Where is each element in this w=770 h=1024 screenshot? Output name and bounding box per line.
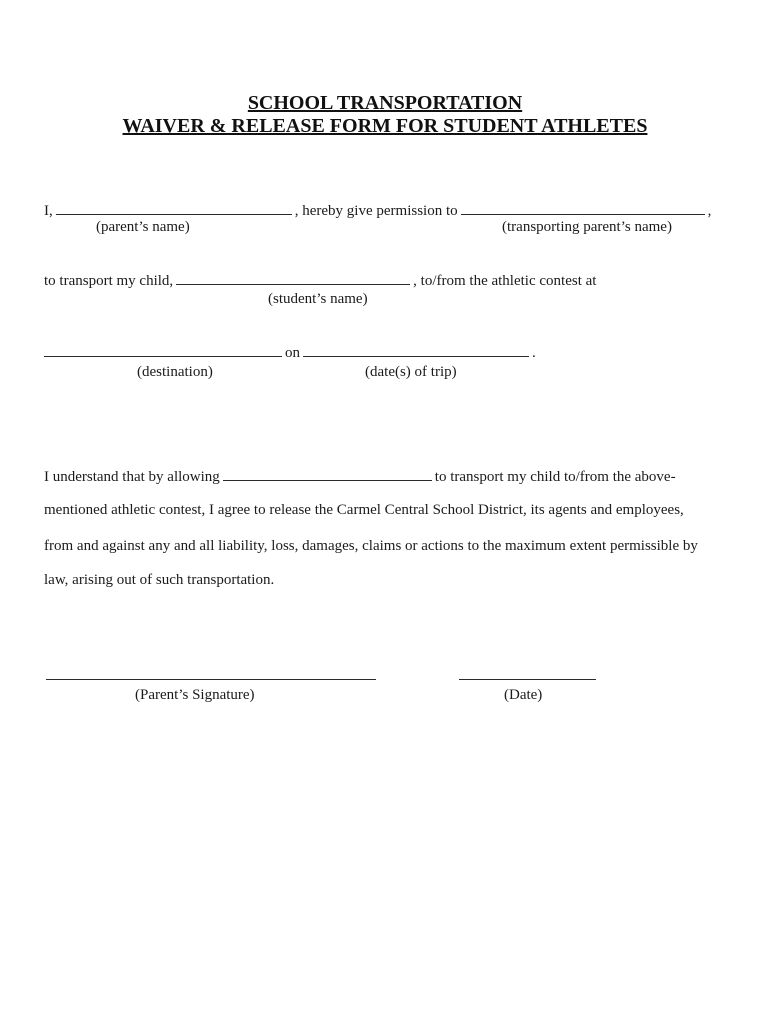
- release-line-1-pre: I understand that by allowing: [44, 468, 220, 485]
- trip-dates-blank[interactable]: [303, 343, 529, 357]
- student-name-label: (student’s name): [268, 291, 368, 307]
- date-blank[interactable]: [459, 666, 596, 680]
- transporting-parent-name-label: (transporting parent’s name): [502, 219, 672, 235]
- student-name-blank[interactable]: [176, 271, 410, 285]
- release-line-1: [44, 467, 676, 486]
- child-line: [44, 271, 596, 290]
- parent-name-label: (parent’s name): [96, 219, 190, 235]
- destination-blank[interactable]: [44, 343, 282, 357]
- child-pre-text: to transport my child,: [44, 272, 174, 289]
- intro-mid-text: , hereby give permission to: [294, 202, 458, 219]
- release-line-2: mentioned athletic contest, I agree to release the Carmel Central School District, its agents and employees,: [44, 502, 684, 518]
- intro-end-text: ,: [707, 202, 712, 219]
- release-line-1-post: to transport my child to/from the above-: [434, 468, 676, 485]
- destination-label: (destination): [137, 364, 213, 380]
- trip-dates-label: (date(s) of trip): [365, 364, 457, 380]
- intro-pre-text: I,: [44, 202, 53, 219]
- child-post-text: , to/from the athletic contest at: [413, 272, 597, 289]
- release-line-4: law, arising out of such transportation.: [44, 572, 275, 588]
- intro-line: [44, 201, 711, 220]
- transporting-parent-name-blank[interactable]: [461, 201, 705, 215]
- date-label: (Date): [504, 687, 543, 703]
- transporting-person-blank[interactable]: [223, 467, 432, 481]
- title-line-1: SCHOOL TRANSPORTATION: [247, 92, 523, 114]
- parent-name-blank[interactable]: [56, 201, 292, 215]
- date-row: [459, 666, 596, 685]
- document-title: [0, 92, 770, 138]
- trip-mid-text: on: [285, 344, 300, 361]
- trip-end-text: .: [532, 344, 536, 361]
- release-line-3: from and against any and all liability, loss, damages, claims or actions to the maximum extent permissible by: [44, 538, 698, 554]
- parent-signature-row: [46, 666, 376, 685]
- title-line-2: WAIVER & RELEASE FORM FOR STUDENT ATHLETES: [122, 115, 648, 137]
- parent-signature-label: (Parent’s Signature): [135, 687, 255, 703]
- parent-signature-blank[interactable]: [46, 666, 376, 680]
- trip-line: [44, 343, 536, 362]
